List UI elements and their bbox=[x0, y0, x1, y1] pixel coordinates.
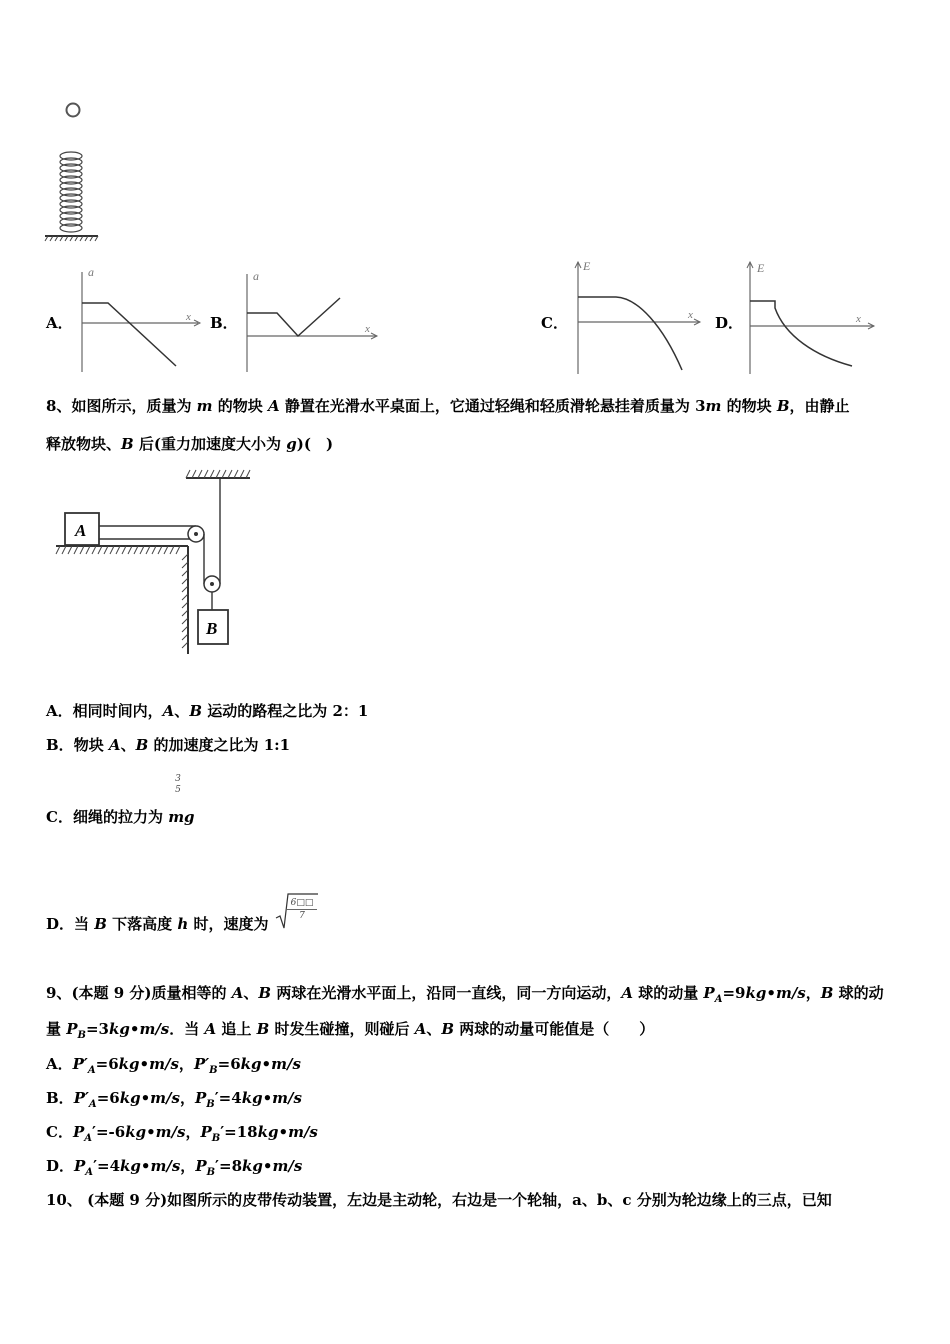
q7-graph-a bbox=[70, 262, 210, 377]
spring-coils bbox=[60, 152, 82, 232]
q8-option-d-fraction: 6□□ 7 bbox=[287, 897, 317, 922]
spring-figure bbox=[40, 98, 110, 243]
q8-option-c[interactable]: C．细绳的拉力为 mg bbox=[46, 808, 195, 826]
q7-option-b-label[interactable]: B． bbox=[210, 314, 238, 332]
q7-option-a-label[interactable]: A． bbox=[46, 314, 73, 332]
q9-option-d[interactable]: D．$P_A'=4kg•m/s$，$P_B'=8kg•m/s$ bbox=[46, 1157, 303, 1178]
svg-text:B: B bbox=[206, 619, 218, 638]
q9-option-a[interactable]: A．$P'_A=6kg•m/s$，$P'_B=6kg•m/s$ bbox=[46, 1055, 301, 1076]
q8-option-d[interactable]: D．当 B 下落高度 h 时，速度为 bbox=[46, 915, 269, 933]
q8-option-c-fraction: 3 5 bbox=[175, 774, 181, 795]
q7-graph-c bbox=[568, 256, 708, 376]
axis-y-label: E bbox=[583, 259, 591, 273]
q10-stem-line1: 10、 (本题 9 分)如图所示的皮带传动装置，左边是主动轮，右边是一个轮轴，a、b、c 分别为轮边缘上的三点，已知 bbox=[46, 1191, 832, 1209]
axis-x-label: x bbox=[365, 323, 370, 335]
q9-option-c[interactable]: C．$P_A'=-6kg•m/s$，$P_B'=18kg•m/s$ bbox=[46, 1123, 318, 1144]
svg-text:A: A bbox=[75, 521, 87, 540]
axis-x-label: x bbox=[186, 311, 191, 323]
q9-stem-line2: 量 $P_B=3kg•m/s$．当 A 追上 B 时发生碰撞，则碰后 A、B 两球的动量可能值是（ ） bbox=[46, 1020, 655, 1041]
q7-graph-b bbox=[235, 262, 385, 377]
pulley-figure bbox=[50, 466, 260, 661]
axis-y-label: a bbox=[253, 269, 259, 283]
axis-y-label: a bbox=[88, 265, 94, 279]
axis-x-label: x bbox=[856, 313, 861, 325]
q7-option-c-label[interactable]: C． bbox=[541, 314, 568, 332]
q9-option-b[interactable]: B．$P'_A=6kg•m/s$，$P_B'=4kg•m/s$ bbox=[46, 1089, 302, 1110]
axis-x-label: x bbox=[688, 309, 693, 321]
q8-option-a[interactable]: A．相同时间内，A、B 运动的路程之比为 2：1 bbox=[46, 702, 369, 720]
q8-option-b[interactable]: B．物块 A、B 的加速度之比为 1:1 bbox=[46, 736, 291, 754]
ball bbox=[67, 104, 80, 117]
q8-stem-line1: 8、如图所示，质量为 m 的物块 A 静置在光滑水平桌面上，它通过轻绳和轻质滑轮悬挂着质量为 3m 的物块 B，由静止 bbox=[46, 397, 850, 415]
q7-graph-d bbox=[740, 256, 880, 376]
q7-option-d-label[interactable]: D． bbox=[715, 314, 744, 332]
q9-stem-line1: 9、(本题 9 分)质量相等的 A、B 两球在光滑水平面上，沿同一直线，同一方向运动，A 球的动量 $P_A=9kg•m/s$，B 球的动 bbox=[46, 984, 884, 1005]
q8-stem-line2: 释放物块、B 后(重力加速度大小为 g)( ) bbox=[46, 435, 334, 453]
axis-y-label: E bbox=[757, 261, 765, 275]
